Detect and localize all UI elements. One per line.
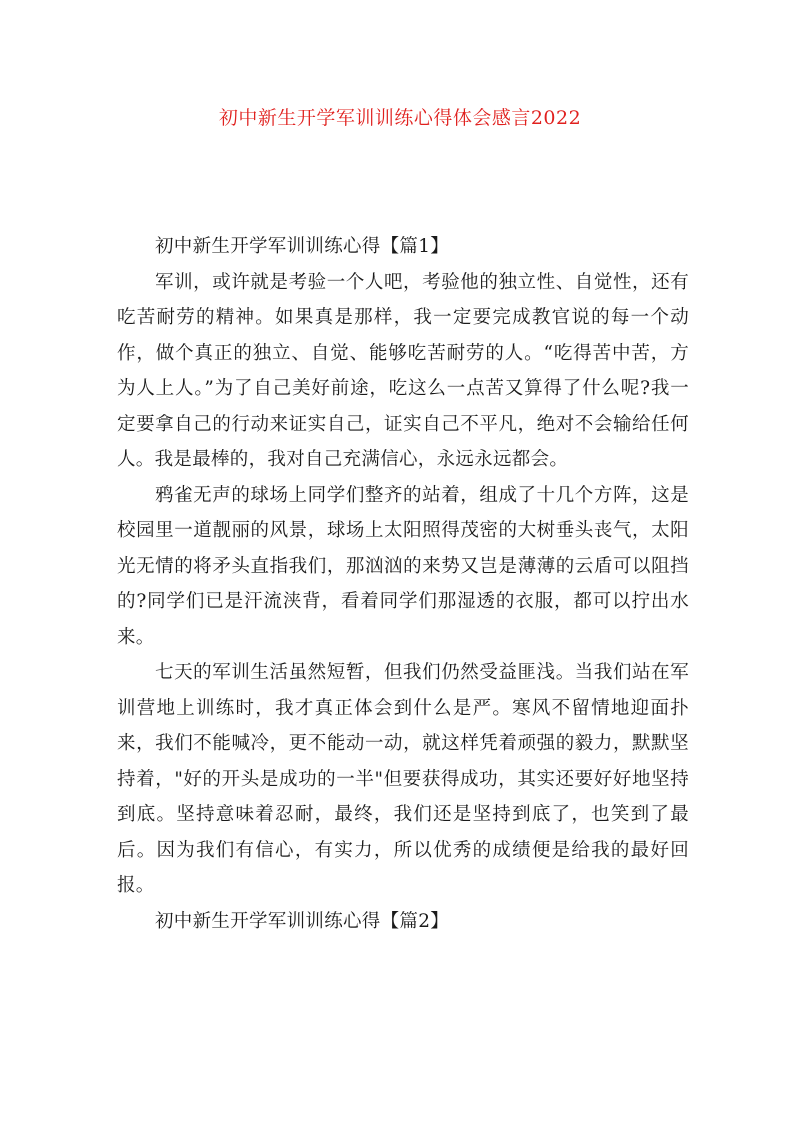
paragraph-3: 七天的军训生活虽然短暂，但我们仍然受益匪浅。当我们站在军训营地上训练时，我才真正体会到什么是严。寒风不留情地迎面扑来，我们不能喊冷，更不能动一动，就这样凭着顽强的毅力，默默坚持着，"好的开头是成功的一半"但要获得成功，其实还要好好地坚持到底。坚持意味着忍耐，最终，我们还是坚持到底了，也笑到了最后。因为我们有信心，有实力，所以优秀的成绩便是给我的最好回报。: [117, 662, 689, 896]
section-heading-1: 初中新生开学军训训练心得【篇1】: [155, 236, 450, 257]
document-title: 初中新生开学军训训练心得体会感言2022: [218, 107, 582, 129]
document-body: [117, 229, 689, 939]
section-heading-2: 初中新生开学军训训练心得【篇2】: [155, 910, 450, 932]
paragraph-1: 军训，或许就是考验一个人吧，考验他的独立性、自觉性，还有吃苦耐劳的精神。如果真是那样，我一定要完成教官说的每一个动作，做个真正的独立、自觉、能够吃苦耐劳的人。“吃得苦中苦，方为人上人。”为了自己美好前途，吃这么一点苦又算得了什么呢?我一定要拿自己的行动来证实自己，证实自己不平凡，绝对不会输给任何人。我是最棒的，我对自己充满信心，永远永远都会。: [117, 271, 689, 470]
paragraph-2: 鸦雀无声的球场上同学们整齐的站着，组成了十几个方阵，这是校园里一道靓丽的风景，球场上太阳照得茂密的大树垂头丧气，太阳光无情的将矛头直指我们，那汹汹的来势又岂是薄薄的云盾可以阻挡的?同学们已是汗流浃背，看着同学们那湿透的衣服，都可以拧出水来。: [117, 484, 689, 648]
